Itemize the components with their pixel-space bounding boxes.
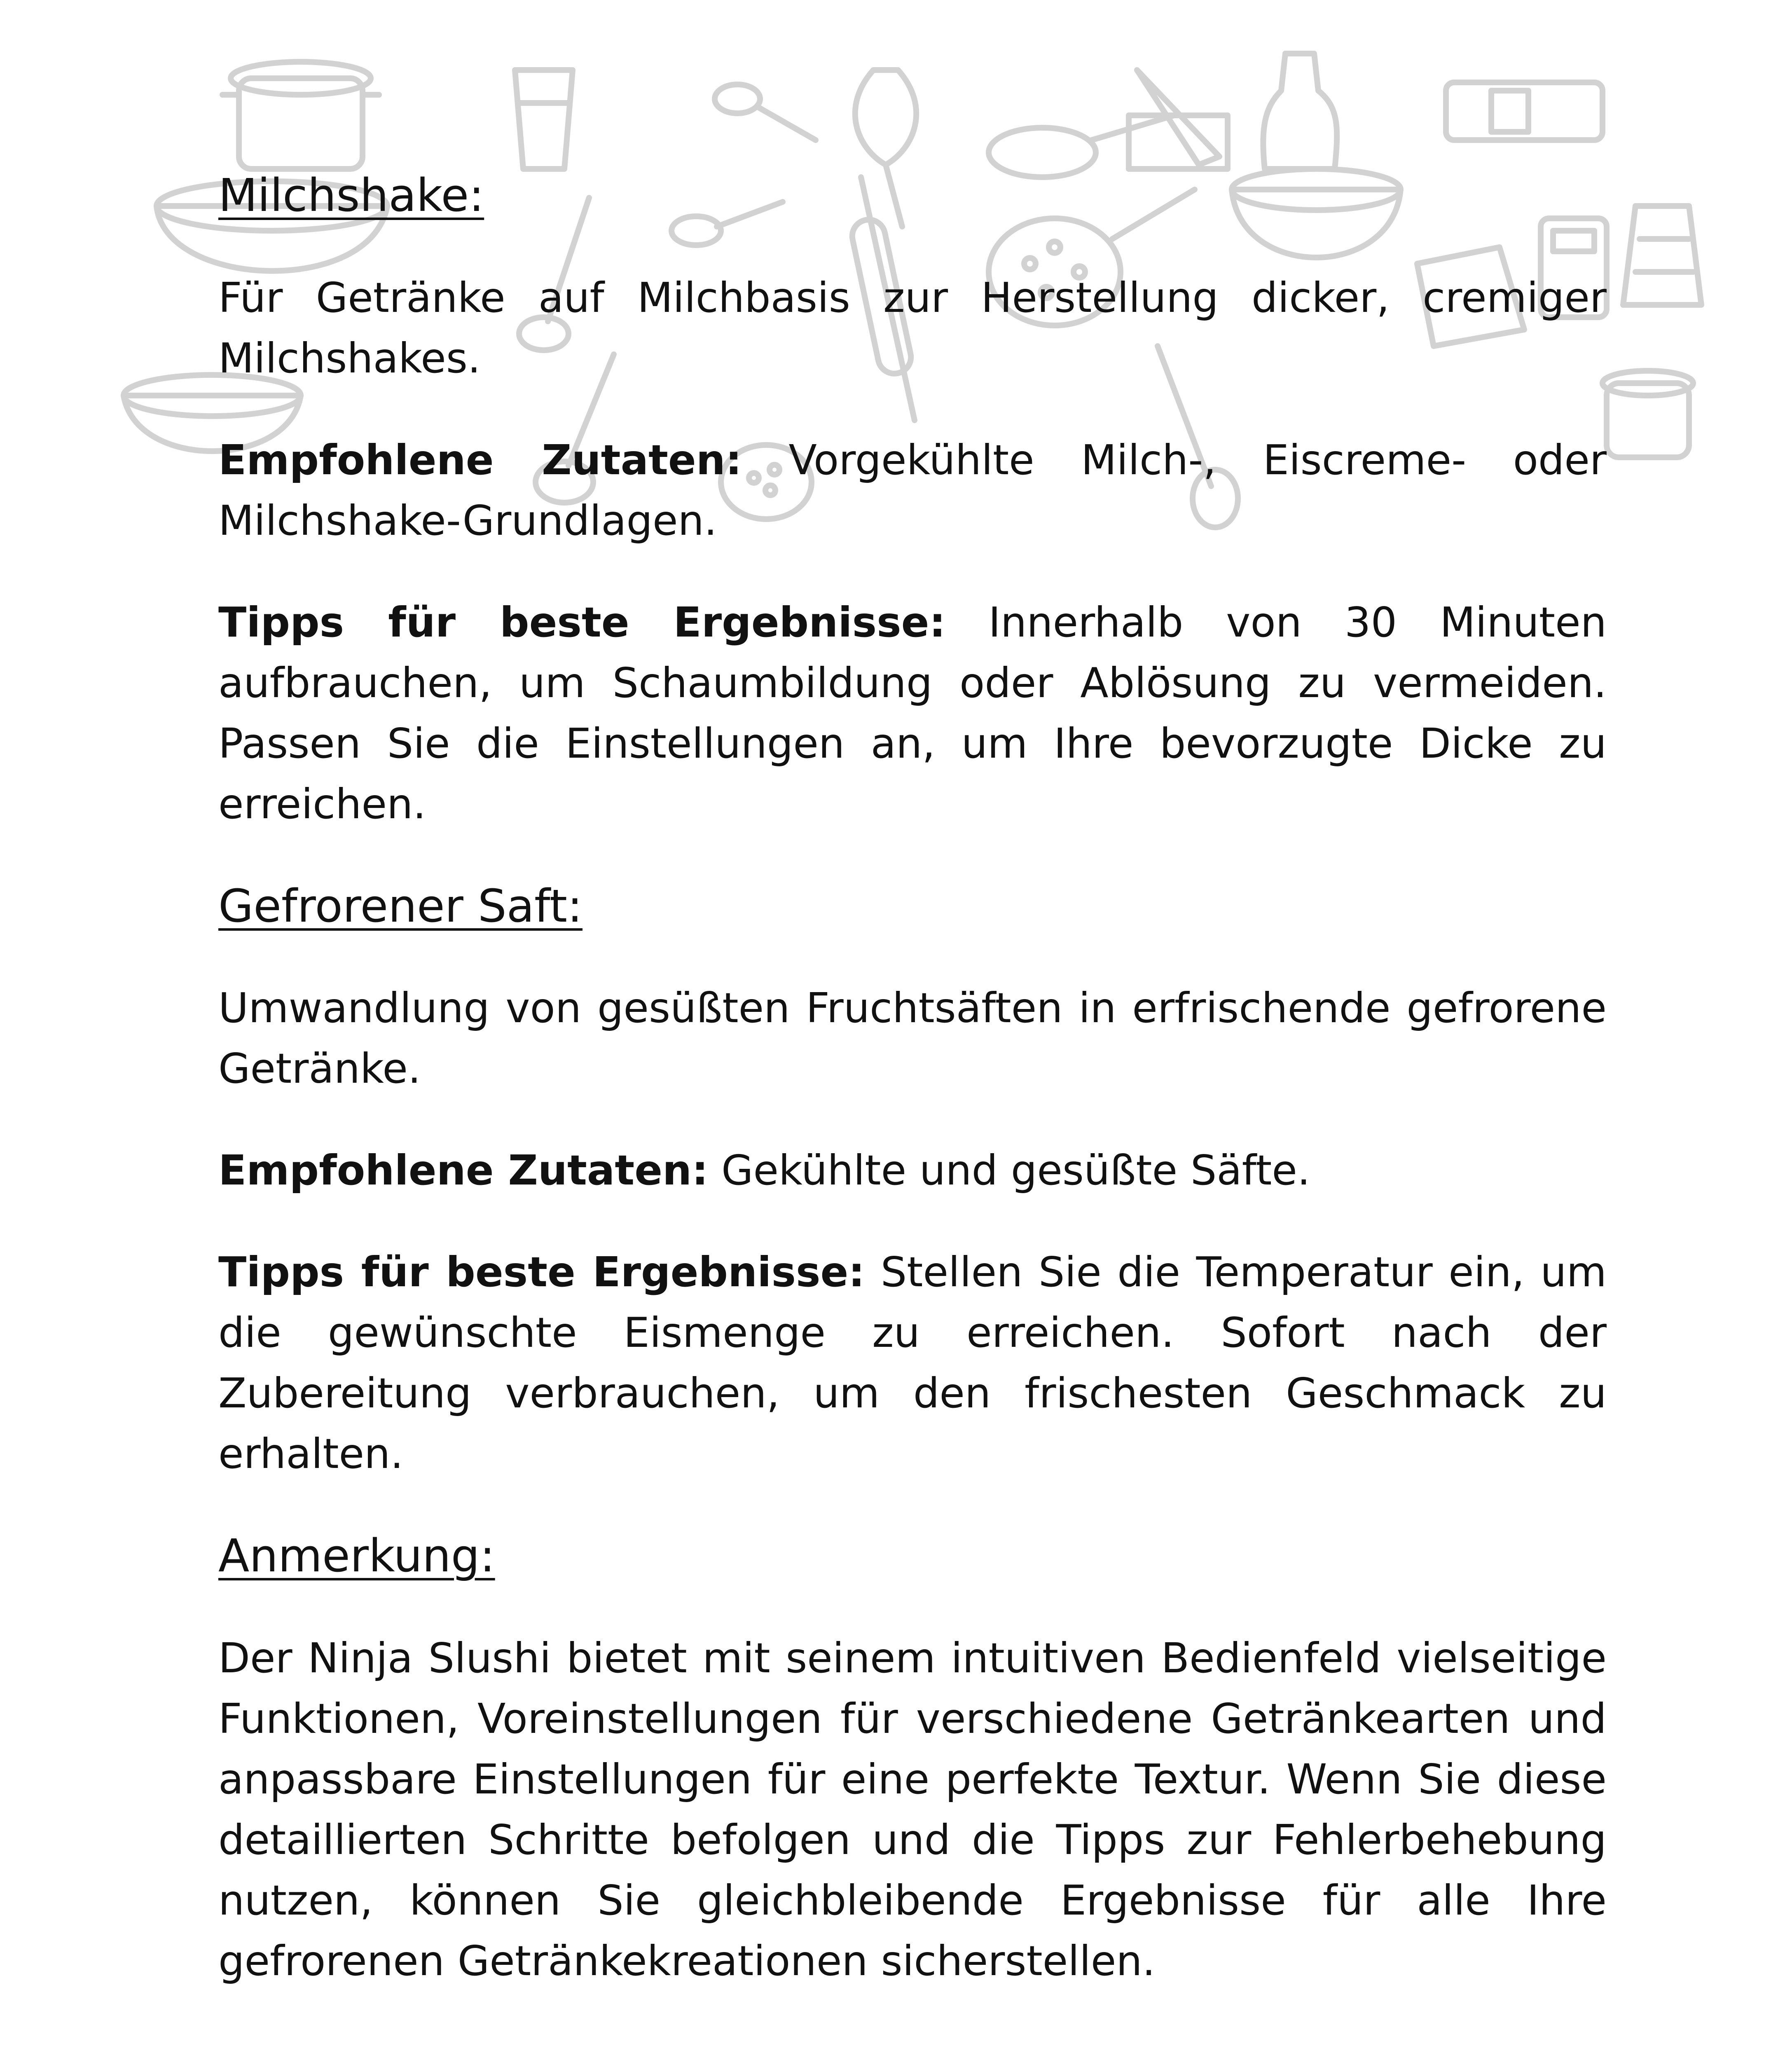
note-section xyxy=(218,1525,1607,1991)
tips-label: Tipps für beste Ergebnisse: xyxy=(218,598,946,646)
belt-icon xyxy=(1446,82,1603,140)
note-heading: Anmerkung: xyxy=(218,1529,495,1582)
ingredients-paragraph xyxy=(218,1140,1607,1201)
ingredients-text: Gekühlte und gesüßte Säfte. xyxy=(708,1146,1310,1194)
ingredients-paragraph xyxy=(218,430,1607,551)
bottle-icon xyxy=(1263,54,1337,169)
note-text: Der Ninja Slushi bietet mit seinem intuitiven Bedienfeld vielseitige Funktionen, Voreinstellungen für verschiedene Getränkearten und anpassbare Einstellungen für eine perfekte Textur. Wenn Sie diese detaillierten Schritte befolgen und die Tipps zur Fehlerbehebung nutzen, können Sie gleichbleibende Ergebnisse für alle Ihre gefrorenen Getränkekreationen sicherstellen. xyxy=(218,1634,1607,1985)
tips-text: Innerhalb von 30 Minuten aufbrauchen, um Schaumbildung oder Ablösung zu vermeiden. Passen Sie die Einstellungen an, um Ihre bevorzugte Dicke zu erreichen. xyxy=(218,598,1607,828)
tips-paragraph xyxy=(218,592,1607,834)
tips-text: Stellen Sie die Temperatur ein, um die gewünschte Eismenge zu erreichen. Sofort nach der Zubereitung verbrauchen, um den frischesten Geschmack zu erhalten. xyxy=(218,1248,1607,1478)
pot-icon xyxy=(222,62,379,169)
ingredients-text: Vorgekühlte Milch-, Eiscreme- oder Milchshake-Grundlagen. xyxy=(218,435,1607,545)
ingredients-label: Empfohlene Zutaten: xyxy=(218,1146,709,1194)
section-description: Für Getränke auf Milchbasis zur Herstellung dicker, cremiger Milchshakes. xyxy=(218,273,1607,382)
pot-icon xyxy=(1603,371,1693,457)
grater-icon xyxy=(1623,206,1701,305)
gefrorener-saft-section xyxy=(218,876,1607,1484)
spoon-icon xyxy=(715,84,816,140)
ingredients-label: Empfohlene Zutaten: xyxy=(218,435,742,484)
tips-label: Tipps für beste Ergebnisse: xyxy=(218,1248,865,1296)
section-heading: Milchshake: xyxy=(218,169,484,222)
section-description: Umwandlung von gesüßten Fruchtsäften in erfrischende gefrorene Getränke. xyxy=(218,984,1607,1093)
tips-paragraph xyxy=(218,1242,1607,1484)
page-content xyxy=(218,165,1607,2032)
milchshake-section xyxy=(218,165,1607,834)
section-heading: Gefrorener Saft: xyxy=(218,879,583,932)
glass-icon xyxy=(515,70,573,169)
